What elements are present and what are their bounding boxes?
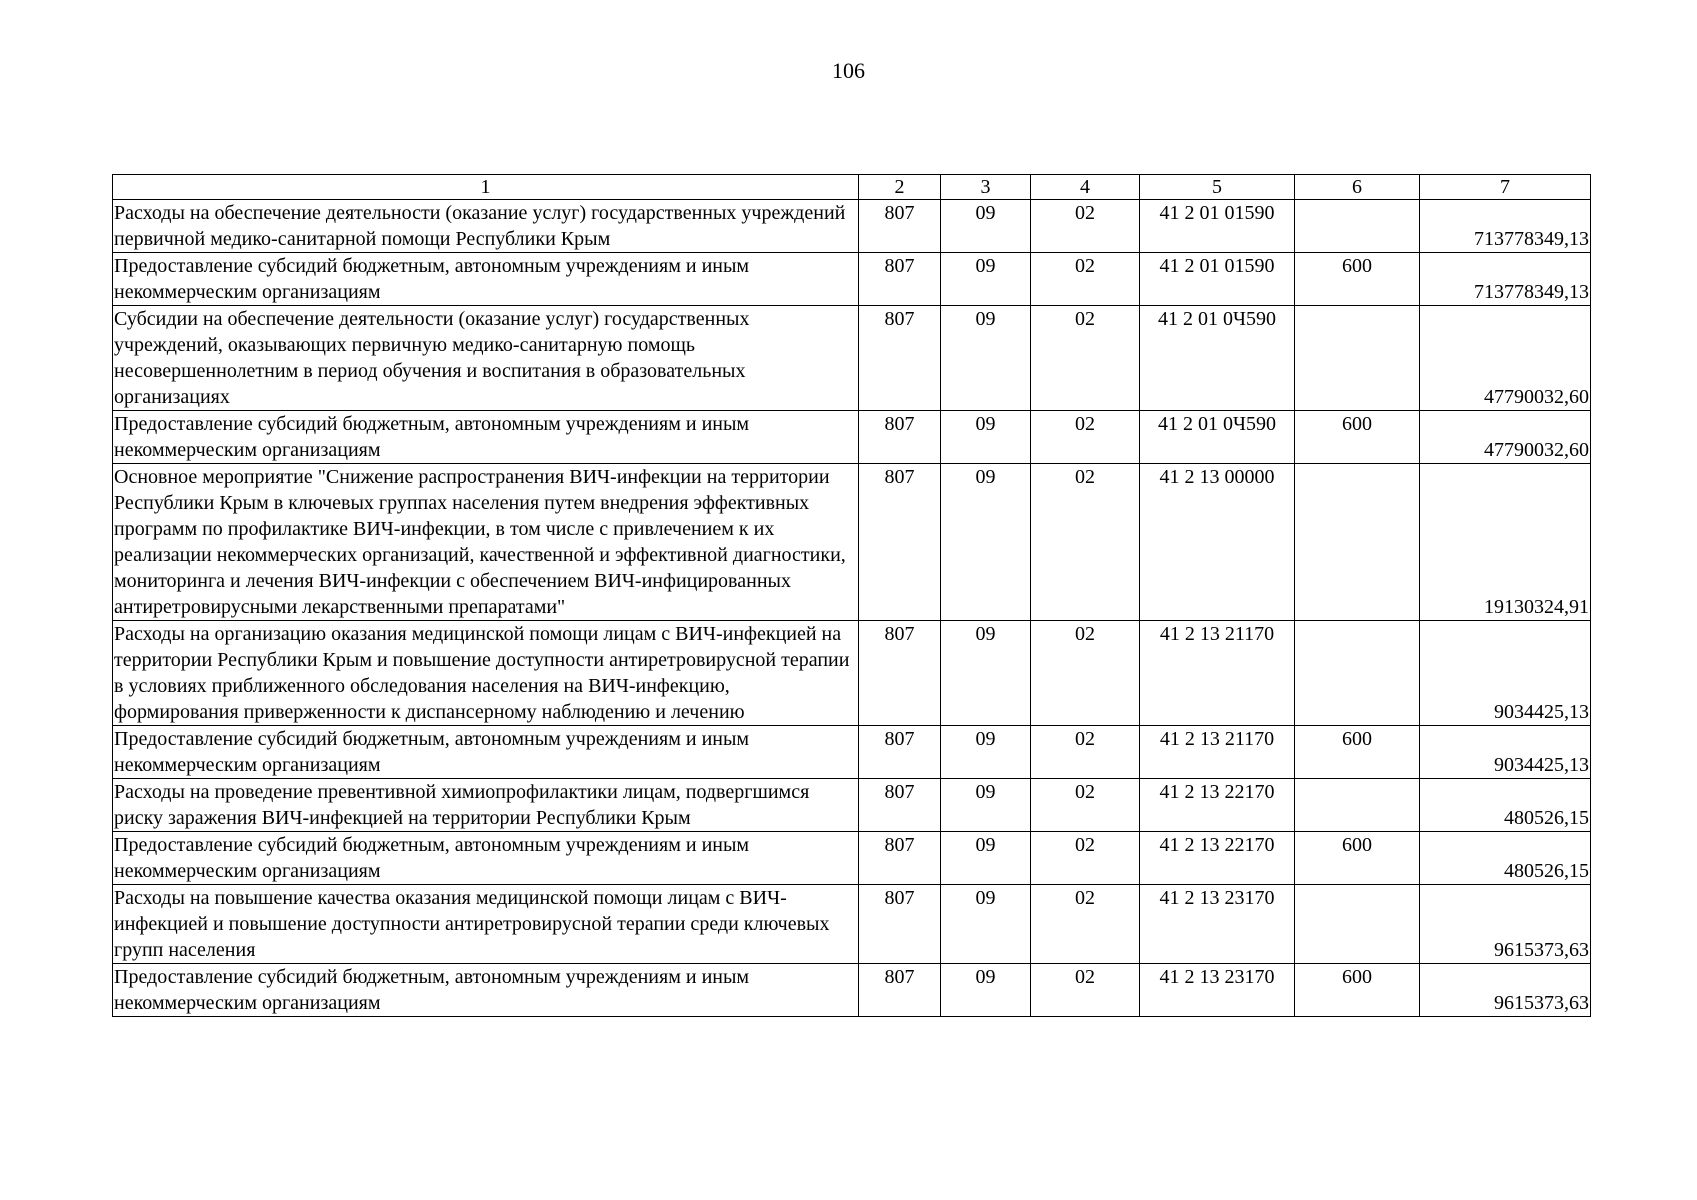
- row-description: Расходы на повышение качества оказания медицинской помощи лицам с ВИЧ-инфекцией и повышение доступности антиретровирусной терапии среди ключевых групп населения: [113, 885, 859, 964]
- table-row: [113, 779, 1591, 832]
- row-amount: 480526,15: [1420, 832, 1591, 885]
- row-target-article: 41 2 01 0Ч590: [1140, 411, 1295, 464]
- table-row: [113, 253, 1591, 306]
- header-cell: 2: [859, 175, 941, 200]
- row-description: Расходы на обеспечение деятельности (оказание услуг) государственных учреждений первичной медико-санитарной помощи Республики Крым: [113, 200, 859, 253]
- row-amount: 713778349,13: [1420, 253, 1591, 306]
- row-section-code: 09: [941, 253, 1031, 306]
- row-expense-type: 600: [1295, 832, 1420, 885]
- row-subsection-code: 02: [1031, 726, 1140, 779]
- row-ministry-code: 807: [859, 200, 941, 253]
- row-amount: 713778349,13: [1420, 200, 1591, 253]
- row-expense-type: 600: [1295, 726, 1420, 779]
- row-target-article: 41 2 13 22170: [1140, 832, 1295, 885]
- row-amount: 9615373,63: [1420, 885, 1591, 964]
- row-subsection-code: 02: [1031, 832, 1140, 885]
- table-row: [113, 964, 1591, 1017]
- row-target-article: 41 2 13 21170: [1140, 621, 1295, 726]
- row-target-article: 41 2 13 22170: [1140, 779, 1295, 832]
- header-cell: 7: [1420, 175, 1591, 200]
- row-subsection-code: 02: [1031, 779, 1140, 832]
- row-amount: 9034425,13: [1420, 621, 1591, 726]
- row-ministry-code: 807: [859, 726, 941, 779]
- table-row: [113, 726, 1591, 779]
- row-description: Предоставление субсидий бюджетным, автономным учреждениям и иным некоммерческим организациям: [113, 832, 859, 885]
- row-expense-type: 600: [1295, 964, 1420, 1017]
- row-section-code: 09: [941, 200, 1031, 253]
- table-body: [113, 175, 1591, 1017]
- row-ministry-code: 807: [859, 411, 941, 464]
- row-ministry-code: 807: [859, 306, 941, 411]
- row-subsection-code: 02: [1031, 253, 1140, 306]
- page-number: 106: [832, 58, 865, 83]
- row-description: Предоставление субсидий бюджетным, автономным учреждениям и иным некоммерческим организациям: [113, 726, 859, 779]
- row-description: Расходы на проведение превентивной химиопрофилактики лицам, подвергшимся риску заражения ВИЧ-инфекцией на территории Республики Крым: [113, 779, 859, 832]
- row-expense-type: [1295, 885, 1420, 964]
- row-subsection-code: 02: [1031, 464, 1140, 621]
- row-section-code: 09: [941, 306, 1031, 411]
- row-description: Расходы на организацию оказания медицинской помощи лицам с ВИЧ-инфекцией на территории Республики Крым и повышение доступности антиретровирусной терапии в условиях приближенного обследования населения на ВИЧ-инфекцию, формирования приверженности к диспансерному наблюдению и лечению: [113, 621, 859, 726]
- row-amount: 480526,15: [1420, 779, 1591, 832]
- table-header-row: [113, 175, 1591, 200]
- row-target-article: 41 2 01 01590: [1140, 200, 1295, 253]
- row-expense-type: 600: [1295, 253, 1420, 306]
- header-cell: 4: [1031, 175, 1140, 200]
- row-target-article: 41 2 13 00000: [1140, 464, 1295, 621]
- budget-table: [112, 174, 1591, 1017]
- row-subsection-code: 02: [1031, 964, 1140, 1017]
- row-amount: 47790032,60: [1420, 411, 1591, 464]
- row-amount: 9034425,13: [1420, 726, 1591, 779]
- table-row: [113, 885, 1591, 964]
- row-target-article: 41 2 13 23170: [1140, 885, 1295, 964]
- row-ministry-code: 807: [859, 964, 941, 1017]
- table-row: [113, 411, 1591, 464]
- row-ministry-code: 807: [859, 253, 941, 306]
- row-target-article: 41 2 13 21170: [1140, 726, 1295, 779]
- row-amount: 47790032,60: [1420, 306, 1591, 411]
- header-cell: 5: [1140, 175, 1295, 200]
- row-target-article: 41 2 01 01590: [1140, 253, 1295, 306]
- row-description: Предоставление субсидий бюджетным, автономным учреждениям и иным некоммерческим организациям: [113, 411, 859, 464]
- table-row: [113, 200, 1591, 253]
- header-cell: 1: [113, 175, 859, 200]
- row-expense-type: [1295, 464, 1420, 621]
- row-section-code: 09: [941, 779, 1031, 832]
- row-subsection-code: 02: [1031, 885, 1140, 964]
- row-expense-type: 600: [1295, 411, 1420, 464]
- row-ministry-code: 807: [859, 779, 941, 832]
- table-row: [113, 464, 1591, 621]
- row-section-code: 09: [941, 964, 1031, 1017]
- row-subsection-code: 02: [1031, 621, 1140, 726]
- row-target-article: 41 2 01 0Ч590: [1140, 306, 1295, 411]
- row-expense-type: [1295, 306, 1420, 411]
- row-subsection-code: 02: [1031, 306, 1140, 411]
- row-subsection-code: 02: [1031, 200, 1140, 253]
- row-description: Субсидии на обеспечение деятельности (оказание услуг) государственных учреждений, оказывающих первичную медико-санитарную помощь несовершеннолетним в период обучения и воспитания в образовательных организациях: [113, 306, 859, 411]
- row-description: Основное мероприятие "Снижение распространения ВИЧ-инфекции на территории Республики Крым в ключевых группах населения путем внедрения эффективных программ по профилактике ВИЧ-инфекции, в том числе с привлечением к их реализации некоммерческих организаций, качественной и эффективной диагностики, мониторинга и лечения ВИЧ-инфекции с обеспечением ВИЧ-инфицированных антиретровирусными лекарственными препаратами": [113, 464, 859, 621]
- row-section-code: 09: [941, 885, 1031, 964]
- row-ministry-code: 807: [859, 832, 941, 885]
- row-ministry-code: 807: [859, 621, 941, 726]
- row-ministry-code: 807: [859, 464, 941, 621]
- table-row: [113, 832, 1591, 885]
- row-section-code: 09: [941, 411, 1031, 464]
- row-amount: 9615373,63: [1420, 964, 1591, 1017]
- row-section-code: 09: [941, 464, 1031, 621]
- row-section-code: 09: [941, 621, 1031, 726]
- table-row: [113, 306, 1591, 411]
- row-ministry-code: 807: [859, 885, 941, 964]
- table-row: [113, 621, 1591, 726]
- row-description: Предоставление субсидий бюджетным, автономным учреждениям и иным некоммерческим организациям: [113, 964, 859, 1017]
- row-description: Предоставление субсидий бюджетным, автономным учреждениям и иным некоммерческим организациям: [113, 253, 859, 306]
- row-expense-type: [1295, 621, 1420, 726]
- row-section-code: 09: [941, 832, 1031, 885]
- row-expense-type: [1295, 200, 1420, 253]
- row-target-article: 41 2 13 23170: [1140, 964, 1295, 1017]
- row-amount: 19130324,91: [1420, 464, 1591, 621]
- header-cell: 3: [941, 175, 1031, 200]
- row-subsection-code: 02: [1031, 411, 1140, 464]
- header-cell: 6: [1295, 175, 1420, 200]
- row-expense-type: [1295, 779, 1420, 832]
- row-section-code: 09: [941, 726, 1031, 779]
